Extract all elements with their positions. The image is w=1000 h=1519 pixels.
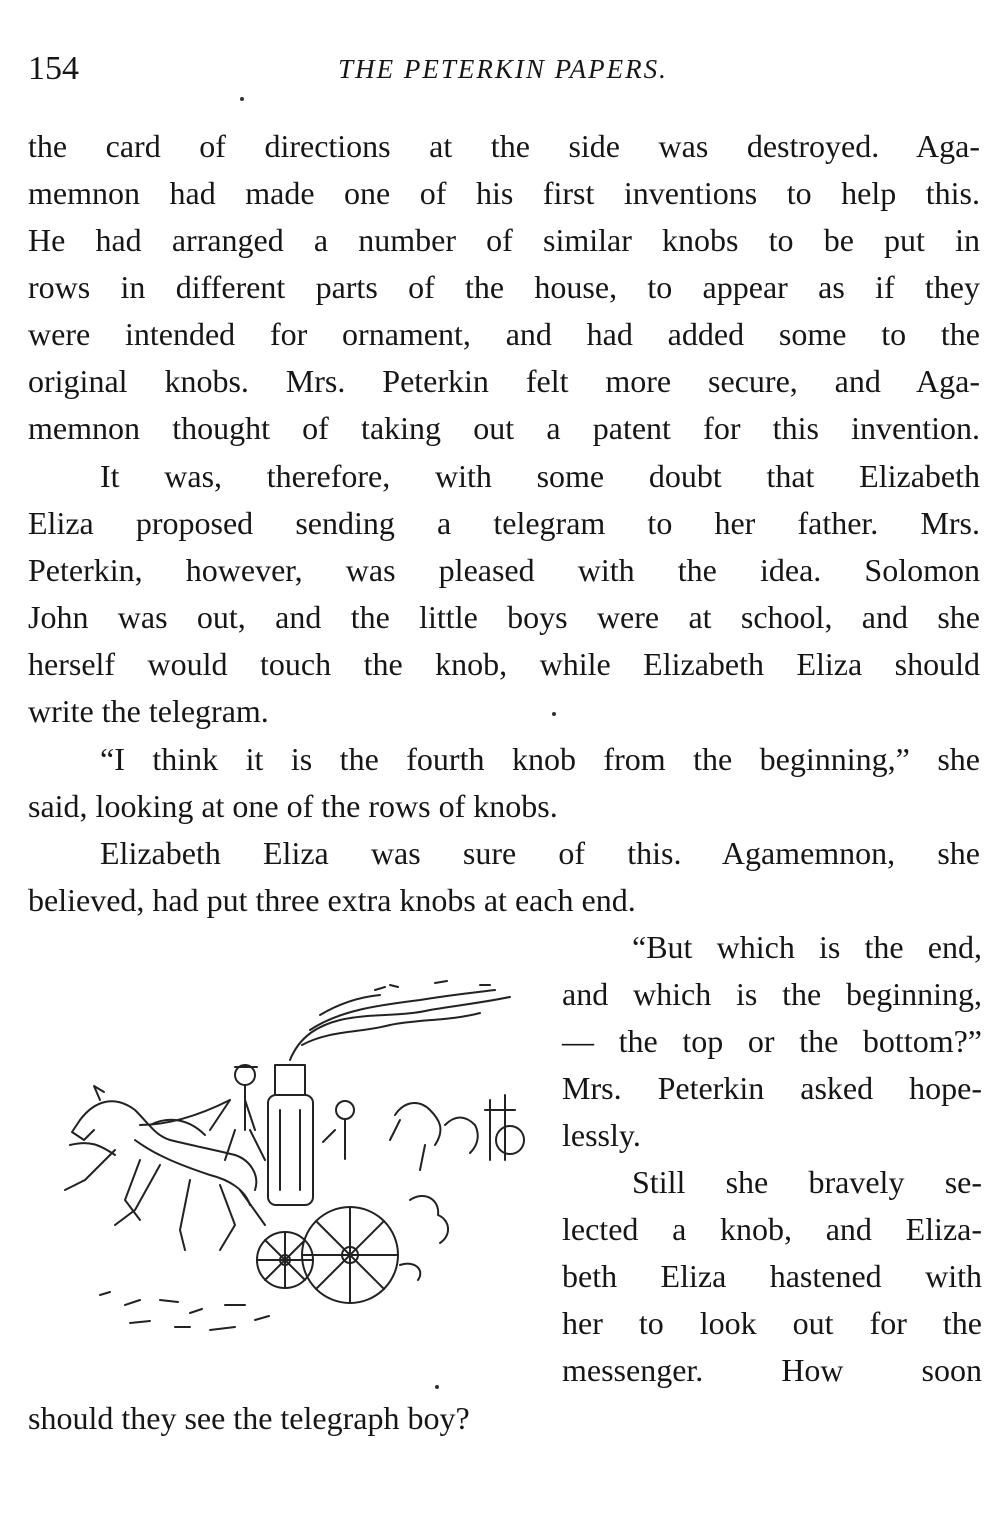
text-line: Elizabeth Eliza was sure of this. Agamemnon, she <box>100 835 980 871</box>
fire-engine-illustration-icon <box>40 975 530 1345</box>
text-line: memnon thought of taking out a patent for this invention. <box>28 410 980 446</box>
page-number: 154 <box>28 50 79 87</box>
text-line: lected a knob, and Eliza- <box>562 1211 982 1247</box>
text-line: memnon had made one of his first inventions to help this. <box>28 175 980 211</box>
fire-engine-illustration <box>40 975 530 1345</box>
print-speck <box>552 712 556 716</box>
text-line: rows in different parts of the house, to appear as if they <box>28 269 980 305</box>
text-line: beth Eliza hastened with <box>562 1258 982 1294</box>
text-line: It was, therefore, with some doubt that Elizabeth <box>100 458 980 494</box>
text-line: were intended for ornament, and had added some to the <box>28 316 980 352</box>
text-line: believed, had put three extra knobs at each end. <box>28 882 636 918</box>
text-line: herself would touch the knob, while Elizabeth Eliza should <box>28 646 980 682</box>
text-line: “I think it is the fourth knob from the beginning,” she <box>100 741 980 777</box>
running-title: THE PETERKIN PAPERS. <box>338 54 668 84</box>
print-speck <box>435 1385 439 1389</box>
print-speck <box>240 97 244 101</box>
text-line: John was out, and the little boys were at school, and she <box>28 599 980 635</box>
text-line: Peterkin, however, was pleased with the idea. Solomon <box>28 552 980 588</box>
text-line: lessly. <box>562 1117 641 1153</box>
text-line: Mrs. Peterkin asked hope- <box>562 1070 982 1106</box>
text-line: He had arranged a number of similar knobs to be put in <box>28 222 980 258</box>
text-line: the card of directions at the side was destroyed. Aga- <box>28 128 980 164</box>
text-line: messenger. How soon <box>562 1352 982 1388</box>
text-line: write the telegram. <box>28 693 269 729</box>
text-line: “But which is the end, <box>632 929 982 965</box>
text-line: Eliza proposed sending a telegram to her father. Mrs. <box>28 505 980 541</box>
text-line: original knobs. Mrs. Peterkin felt more secure, and Aga- <box>28 363 980 399</box>
text-line: her to look out for the <box>562 1305 982 1341</box>
text-line: and which is the beginning, <box>562 976 982 1012</box>
text-line: should they see the telegraph boy? <box>28 1400 470 1436</box>
running-head <box>28 50 978 90</box>
text-line: Still she bravely se- <box>632 1164 982 1200</box>
text-line: said, looking at one of the rows of knobs. <box>28 788 558 824</box>
text-line: — the top or the bottom?” <box>562 1023 982 1059</box>
